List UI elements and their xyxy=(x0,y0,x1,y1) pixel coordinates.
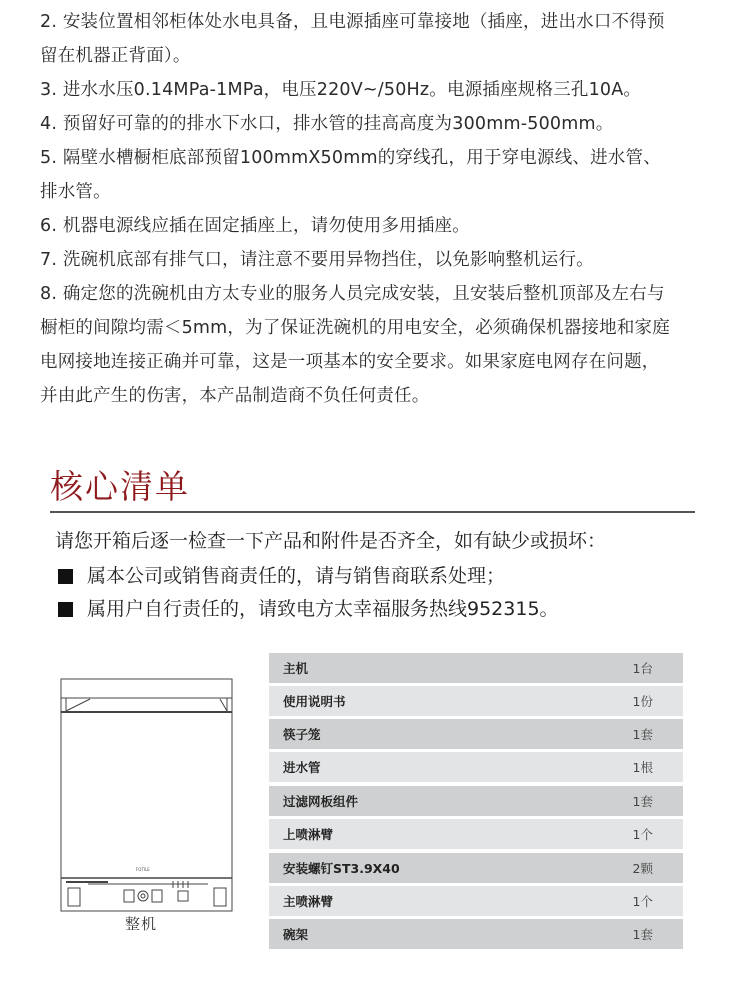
part-name: 碗架 xyxy=(283,927,309,942)
note-line: 3. 进水水压0.14MPa-1MPa，电压220V~/50Hz。电源插座规格三孔10A。 xyxy=(40,80,642,100)
square-bullet-icon xyxy=(58,569,73,584)
note-line: 7. 洗碗机底部有排气口，请注意不要用异物挡住，以免影响整机运行。 xyxy=(40,250,594,270)
note-line: 8. 确定您的洗碗机由方太专业的服务人员完成安装，且安装后整机顶部及左右与 xyxy=(40,284,665,304)
table-row xyxy=(269,686,683,716)
part-name: 主机 xyxy=(283,661,309,676)
part-name: 筷子笼 xyxy=(283,727,321,742)
note-line: 6. 机器电源线应插在固定插座上，请勿使用多用插座。 xyxy=(40,216,470,236)
section-divider xyxy=(50,511,695,513)
part-qty: 1个 xyxy=(632,827,653,842)
part-qty: 2颗 xyxy=(632,861,653,876)
bullet-text: 属用户自行责任的，请致电方太幸福服务热线952315。 xyxy=(87,598,559,620)
note-line: 4. 预留好可靠的的排水下水口，排水管的挂高高度为300mm-500mm。 xyxy=(40,114,614,134)
part-name: 进水管 xyxy=(283,760,321,775)
part-name: 使用说明书 xyxy=(283,694,346,709)
note-line: 5. 隔壁水槽橱柜底部预留100mmX50mm的穿线孔，用于穿电源线、进水管、 xyxy=(40,148,661,168)
dishwasher-illustration xyxy=(58,676,236,916)
checklist-intro: 请您开箱后逐一检查一下产品和附件是否齐全，如有缺少或损坏： xyxy=(55,530,607,552)
table-row xyxy=(269,919,683,949)
table-row xyxy=(269,719,683,749)
table-row xyxy=(269,886,683,916)
part-qty: 1根 xyxy=(632,760,653,775)
part-qty: 1个 xyxy=(632,894,653,909)
table-row xyxy=(269,853,683,883)
part-name: 主喷淋臂 xyxy=(283,894,334,909)
section-title: 核心清单 xyxy=(50,467,190,506)
part-name: 过滤网板组件 xyxy=(283,794,359,809)
bullet-item xyxy=(55,593,559,625)
brand-mark: FOTILE xyxy=(136,867,150,872)
note-line: 2. 安装位置相邻柜体处水电具备，且电源插座可靠接地（插座，进出水口不得预 xyxy=(40,12,665,32)
part-qty: 1套 xyxy=(632,927,653,942)
note-line: 留在机器正背面）。 xyxy=(40,46,191,66)
image-caption: 整机 xyxy=(125,915,158,933)
part-qty: 1套 xyxy=(632,794,653,809)
note-line: 并由此产生的伤害，本产品制造商不负任何责任。 xyxy=(40,386,430,406)
table-row xyxy=(269,819,683,849)
part-qty: 1份 xyxy=(632,694,653,709)
square-bullet-icon xyxy=(58,602,73,617)
table-row xyxy=(269,653,683,683)
part-qty: 1台 xyxy=(632,661,653,676)
part-qty: 1套 xyxy=(632,727,653,742)
bullet-item xyxy=(55,560,505,592)
table-row xyxy=(269,786,683,816)
machine-outline xyxy=(61,679,232,911)
table-row xyxy=(269,752,683,782)
part-name: 安装螺钉ST3.9X40 xyxy=(283,861,400,876)
note-line: 电网接地连接正确并可靠，这是一项基本的安全要求。如果家庭电网存在问题， xyxy=(40,352,660,372)
bullet-text: 属本公司或销售商责任的，请与销售商联系处理； xyxy=(87,565,506,587)
part-name: 上喷淋臂 xyxy=(283,827,334,842)
note-line: 橱柜的间隙均需＜5mm，为了保证洗碗机的用电安全，必须确保机器接地和家庭 xyxy=(40,318,670,338)
note-line: 排水管。 xyxy=(40,182,111,202)
